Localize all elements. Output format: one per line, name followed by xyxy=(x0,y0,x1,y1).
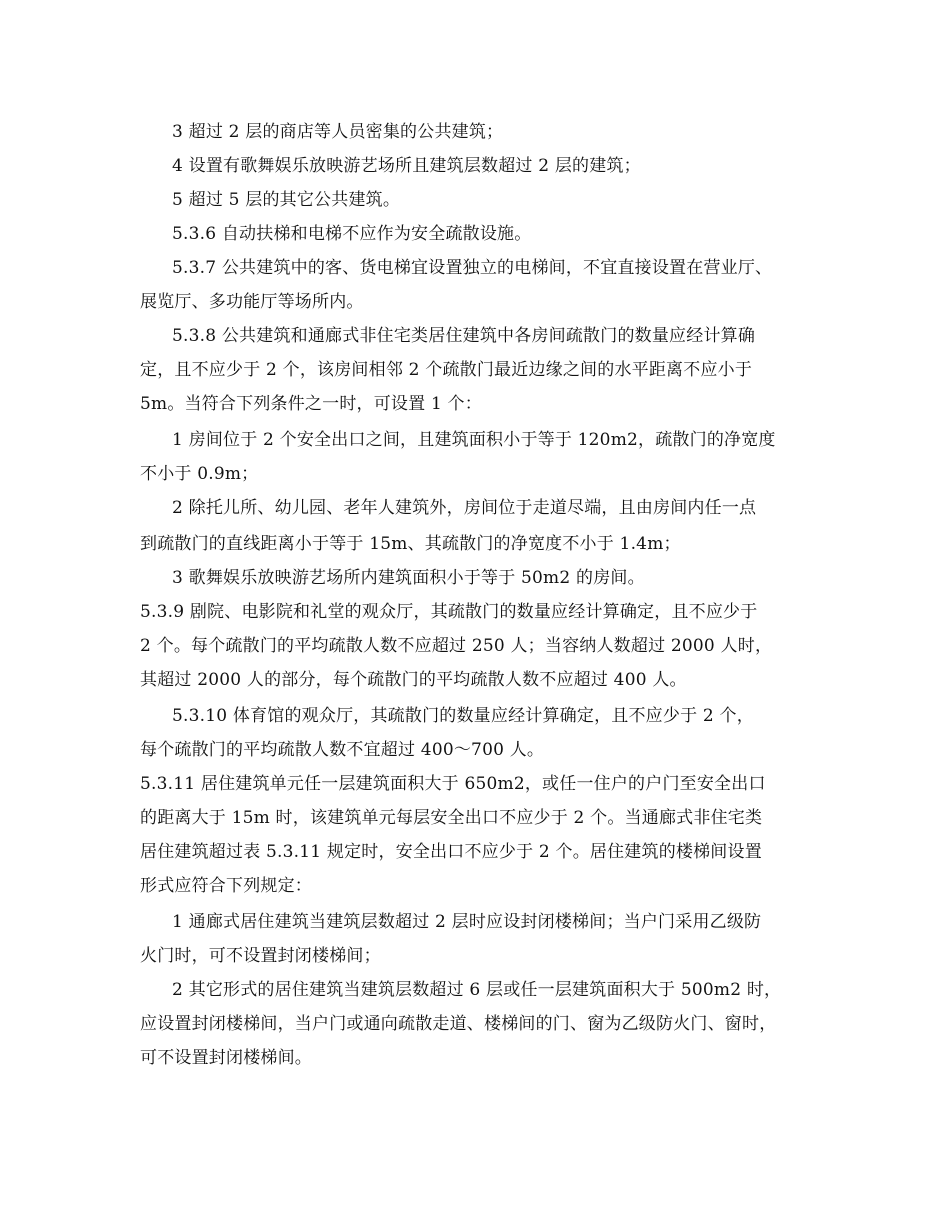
text-line: 展览厅、多功能厅等场所内。 xyxy=(140,292,364,312)
text-line: 5.3.8 公共建筑和通廊式非住宅类居住建筑中各房间疏散门的数量应经计算确 xyxy=(172,326,756,346)
text-line: 火门时，可不设置封闭楼梯间； xyxy=(140,946,381,966)
text-line: 每个疏散门的平均疏散人数不宜超过 400～700 人。 xyxy=(140,740,545,760)
text-line: 5.3.10 体育馆的观众厅，其疏散门的数量应经计算确定，且不应少于 2 个， xyxy=(172,706,754,726)
text-line: 3 歌舞娱乐放映游艺场所内建筑面积小于等于 50m2 的房间。 xyxy=(172,568,645,588)
text-line: 3 超过 2 层的商店等人员密集的公共建筑； xyxy=(172,122,504,142)
text-line: 2 个。每个疏散门的平均疏散人数不应超过 250 人；当容纳人数超过 2000 人时， xyxy=(140,636,773,656)
text-line: 5.3.7 公共建筑中的客、货电梯宜设置独立的电梯间，不宜直接设置在营业厅、 xyxy=(172,258,773,278)
text-line: 的距离大于 15m 时，该建筑单元每层安全出口不应少于 2 个。当通廊式非住宅类 xyxy=(140,808,763,828)
text-line: 4 设置有歌舞娱乐放映游艺场所且建筑层数超过 2 层的建筑； xyxy=(172,156,641,176)
text-line: 其超过 2000 人的部分，每个疏散门的平均疏散人数不应超过 400 人。 xyxy=(140,670,687,690)
text-line: 到疏散门的直线距离小于等于 15m、其疏散门的净宽度不小于 1.4m； xyxy=(140,534,681,554)
text-line: 5.3.9 剧院、电影院和礼堂的观众厅，其疏散门的数量应经计算确定，且不应少于 xyxy=(140,602,758,622)
text-line: 5.3.6 自动扶梯和电梯不应作为安全疏散设施。 xyxy=(172,224,532,244)
text-line: 1 房间位于 2 个安全出口之间，且建筑面积小于等于 120m2，疏散门的净宽度 xyxy=(172,430,776,450)
text-line: 5.3.11 居住建筑单元任一层建筑面积大于 650m2，或任一住户的户门至安全出口 xyxy=(140,774,766,794)
text-line: 5 超过 5 层的其它公共建筑。 xyxy=(172,190,401,210)
text-line: 1 通廊式居住建筑当建筑层数超过 2 层时应设封闭楼梯间；当户门采用乙级防 xyxy=(172,912,762,932)
text-line: 应设置封闭楼梯间，当户门或通向疏散走道、楼梯间的门、窗为乙级防火门、窗时， xyxy=(140,1014,777,1034)
text-line: 形式应符合下列规定： xyxy=(140,876,312,896)
text-line: 5m。当符合下列条件之一时，可设置 1 个： xyxy=(140,394,482,414)
text-line: 2 其它形式的居住建筑当建筑层数超过 6 层或任一层建筑面积大于 500m2 时， xyxy=(172,980,782,1000)
text-line: 不小于 0.9m； xyxy=(140,464,259,484)
text-line: 可不设置封闭楼梯间。 xyxy=(140,1048,312,1068)
text-line: 定，且不应少于 2 个，该房间相邻 2 个疏散门最近边缘之间的水平距离不应小于 xyxy=(140,360,753,380)
text-line: 2 除托儿所、幼儿园、老年人建筑外，房间位于走道尽端，且由房间内任一点 xyxy=(172,498,757,518)
text-line: 居住建筑超过表 5.3.11 规定时，安全出口不应少于 2 个。居住建筑的楼梯间设置 xyxy=(140,842,762,862)
